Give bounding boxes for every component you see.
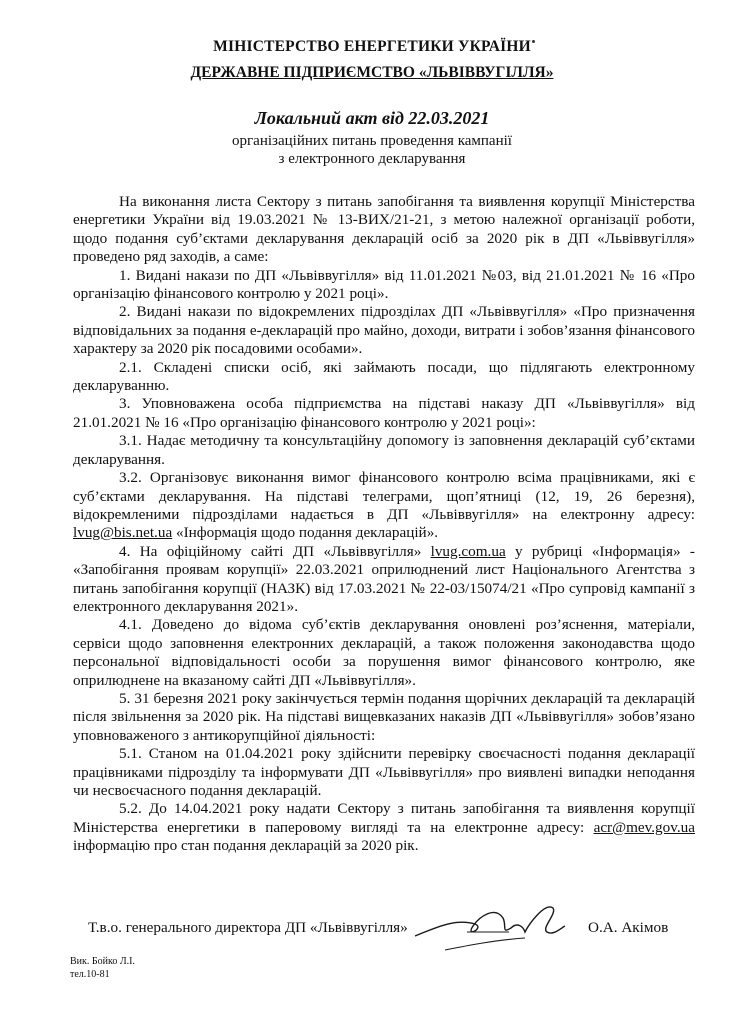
item-5: 5. 31 березня 2021 року закінчується термін подання щорічних декларацій та декларацій після звільнення за 2020 рік. На підставі вищевказаних наказів ДП «Львіввугілля» зобов’язано уповноваженого з антикорупційної діяльності:: [73, 689, 695, 744]
item-5-2-text-b: інформацію про стан подання декларацій за 2020 рік.: [73, 837, 419, 855]
item-3-2-text-b: «Інформація щодо подання декларацій».: [172, 524, 439, 542]
email-link-lvug[interactable]: lvug@bis.net.ua: [73, 524, 173, 542]
signer-name: О.А. Акімов: [588, 919, 669, 936]
email-link-acr[interactable]: acr@mev.gov.ua: [593, 818, 695, 836]
site-link-lvug[interactable]: lvug.com.ua: [430, 542, 506, 560]
document-subtitle-line1: організаційних питань проведення кампанії: [232, 133, 512, 149]
executor-name: Вик. Бойко Л.І.: [70, 956, 135, 967]
item-2-1: 2.1. Складені списки осіб, які займають посади, що підлягають електронному декларуванню.: [73, 358, 695, 395]
item-4-1: 4.1. Доведено до відома суб’єктів декларування оновлені роз’яснення, матеріали, сервіси щодо заповнення електронних декларацій, а також положення законодавства щодо персональної відповідальності особи за порушення вимог фінансового контролю, яке оприлюднене на вказаному сайті ДП «Львіввугілля».: [73, 616, 695, 689]
item-3-2-text-a: 3.2. Організовує виконання вимог фінансового контролю всіма працівниками, які є суб’єктами декларування. На підставі телеграми, щоп’ятниці (12, 19, 26 березня), відокремленими підрозділами надається в ДП «Львіввугілля» на електронну адресу:: [73, 469, 695, 523]
item-3-2: [73, 469, 695, 543]
signer-position: Т.в.о. генерального директора ДП «Львіввугілля»: [88, 919, 408, 936]
document-title: Локальний акт від 22.03.2021: [254, 108, 490, 128]
item-2: 2. Видані накази по відокремлених підрозділах ДП «Львіввугілля» «Про призначення відповідальних за подання е-декларацій про майно, доходи, витрати і зобов’язання фінансового характеру за 2020 рік посадовими особами».: [73, 303, 695, 358]
item-1: 1. Видані накази по ДП «Львіввугілля» від 11.01.2021 №03, від 21.01.2021 № 16 «Про організацію фінансового контролю у 2021 році».: [73, 266, 695, 303]
item-4-text-a: 4. На офіційному сайті ДП «Львіввугілля»: [119, 542, 431, 560]
executor-block: [70, 955, 135, 981]
item-4: [73, 543, 695, 617]
document-subtitle-line2: з електронного декларування: [278, 151, 466, 167]
item-5-1: 5.1. Станом на 01.04.2021 року здійснити перевірку своєчасності подання декларації працівниками підрозділу та інформувати ДП «Львіввугілля» про виявлені випадки неподання чи несвоєчасного подання декларацій.: [73, 745, 695, 799]
enterprise-header: ДЕРЖАВНЕ ПІДПРИЄМСТВО «ЛЬВІВВУГІЛЛЯ»: [190, 64, 554, 81]
item-4-text-b: у рубриці «Інформація» - «Запобігання проявам корупції» 22.03.2021 оприлюднений лист Національного Агентства з питань запобігання корупції (НАЗК) від 17.03.2021 № 22-03/15074/21 «Про супровід кампанії з електронного декларування 2021».: [73, 542, 695, 615]
ministry-header: МІНІСТЕРСТВО ЕНЕРГЕТИКИ УКРАЇНИ: [213, 38, 531, 55]
item-3-1: 3.1. Надає методичну та консультаційну допомогу із заповнення декларацій суб’єктами декларування.: [73, 432, 695, 468]
document-body: [73, 193, 695, 856]
item-5-2: [73, 800, 695, 855]
item-3: 3. Уповноважена особа підприємства на підставі наказу ДП «Львіввугілля» від 21.01.2021 № 16 «Про організацію фінансового контролю у 2021 році»:: [73, 395, 695, 431]
intro-paragraph: На виконання листа Сектору з питань запобігання та виявлення корупції Міністерства енергетики України від 19.03.2021 № 13-ВИХ/21-21, з метою належної організації роботи, щодо подання суб’єктами декларування декларацій осіб за 2020 рік в ДП «Львіввугілля» проведено ряд заходів, а саме:: [73, 193, 695, 266]
executor-phone: тел.10-81: [70, 969, 110, 980]
item-5-2-text-a: 5.2. До 14.04.2021 року надати Сектору з питань запобігання та виявлення корупції Міністерства енергетики в паперовому вигляді та на електронне адресу:: [73, 800, 695, 836]
signature-block: [88, 915, 688, 943]
